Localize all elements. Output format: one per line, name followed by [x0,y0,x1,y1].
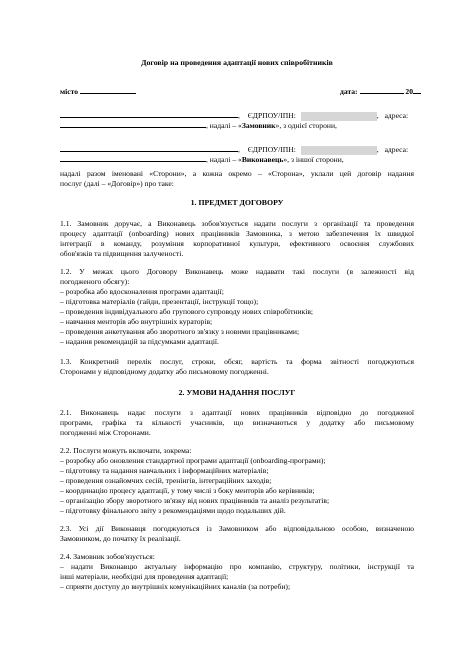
paragraph-line: інтеграції в команду, розуміння корпоративної культури, ефективного освоєння службових [60,239,414,248]
party2-hereinafter-post: », з іншої сторони, [283,155,344,164]
party1-edrpou-label: ЄДРПОУ/ІПН: [247,111,296,120]
paragraph-line: 1.3. Конкретний перелік послуг, строки, обсяг, вартість та форма звітності погоджуються [60,357,414,366]
section2-heading: 2. УМОВИ НАДАННЯ ПОСЛУГ [178,388,296,397]
place-label: місто [60,87,79,96]
date-row [340,85,421,97]
paragraph-line: 2.4. Замовник зобов'язується: [60,552,155,561]
paragraph-line: – проведення індивідуального або групового супроводу нових співробітників; [60,307,314,316]
date-label: дата: [340,87,358,96]
place-field[interactable] [80,85,136,94]
paragraph-line: 2.3. Усі дії Виконавця погоджуються із Замовником або відповідальною особою, визначеною [60,524,414,533]
party1-hereinafter-pre: , надалі – « [206,121,242,130]
paragraph-line: погодженні між Сторонами. [60,428,151,437]
year-field[interactable] [413,85,421,94]
date-year: 20 [405,87,413,96]
date-field[interactable] [360,85,404,94]
paragraph-line: – координацію процесу адаптації, у тому числі з боку менторів або керівників; [60,486,315,495]
paragraph-line: програми, графіка та кількості учасників, що визначаються у додатку або письмовому [60,418,414,427]
party2-hereinafter-pre: , надалі – « [206,155,242,164]
party1-address-field[interactable] [60,119,206,128]
paragraph-line: 2.1. Виконавець надає послуги з адаптації нових працівників відповідно до погодженої [60,408,414,417]
paragraph-line: – надання рекомендацій за підсумками адаптації. [60,337,219,346]
paragraph-line: послуг (далі – «Договір») про таке: [60,179,174,188]
party1-row2 [60,119,337,131]
party1-name-field[interactable] [60,109,238,118]
paragraph-line: – розробка або вдосконалення програми адаптації; [60,287,224,296]
party2-edrpou-label: ЄДРПОУ/ІПН: [247,145,296,154]
party2-row1: , ЄДРПОУ/ІПН: , адреса: [60,143,408,155]
place-row [60,85,136,97]
paragraph-line: 1.1. Замовник доручає, а Виконавець зобов'язується надати послуги з організації та проведення [60,219,414,228]
paragraph-line: процесу адаптації (onboarding) нових працівників Замовника, з метою забезпечення їх швидкої [60,229,414,238]
paragraph-line: – організацію збору зворотного зв'язку від нових працівників та аналіз результатів; [60,496,330,505]
party1-row1: , ЄДРПОУ/ІПН: , адреса: [60,109,408,121]
paragraph-line: – підготовку фінального звіту з рекомендаціями щодо подальших дій. [60,506,286,515]
party1-role: Замовник [241,121,276,130]
paragraph-line: 1.2. У межах цього Договору Виконавець може надавати такі послуги (в залежності від [60,267,414,276]
paragraph-line: погодженого обсягу): [60,277,130,286]
section1-heading: 1. ПРЕДМЕТ ДОГОВОРУ [190,198,284,207]
party1-address-label: адреса: [384,111,409,120]
paragraph-line: – надати Виконавцю актуальну інформацію про компанію, структуру, політики, інструкції та [60,562,414,571]
paragraph-line: – підготовку та надання навчальних і інформаційних матеріалів; [60,466,269,475]
paragraph-line: – підготовка матеріалів (гайди, презентації, інструкції тощо); [60,297,259,306]
party2-name-field[interactable] [60,143,238,152]
document-title: Договір на проведення адаптації нових співробітників [141,58,333,67]
party2-row2 [60,153,344,165]
party1-hereinafter-post: », з однієї сторони, [275,121,337,130]
paragraph-line: обов'язків та підвищення залученості. [60,249,184,258]
party2-role: Виконавець [241,155,284,164]
paragraph-line: Сторонами у відповідному додатку або письмовому погодженні. [60,367,269,376]
paragraph-line: – проведення ознайомчих сесій, тренінгів, інтеграційних заходів; [60,476,272,485]
paragraph-line: інші матеріали, необхідні для проведення адаптації; [60,572,229,581]
party2-address-label: адреса: [384,145,409,154]
paragraph-line: 2.2. Послуги можуть включати, зокрема: [60,446,192,455]
paragraph-line: – сприяти доступу до внутрішніх комунікаційних каналів (за потреби); [60,582,291,591]
paragraph-line: – навчання менторів або внутрішніх кураторів; [60,317,213,326]
party2-address-field[interactable] [60,153,206,162]
paragraph-line: – розробку або оновлення стандартної програми адаптації (onboarding-програми); [60,456,326,465]
paragraph-line: Замовником, до початку їх реалізації. [60,534,181,543]
paragraph-line: надалі разом іменовані «Сторони», а кожна окремо – «Сторона», уклали цей договір надання [60,169,414,178]
paragraph-line: – проведення анкетування або зворотного зв'язку з новими працівниками; [60,327,300,336]
